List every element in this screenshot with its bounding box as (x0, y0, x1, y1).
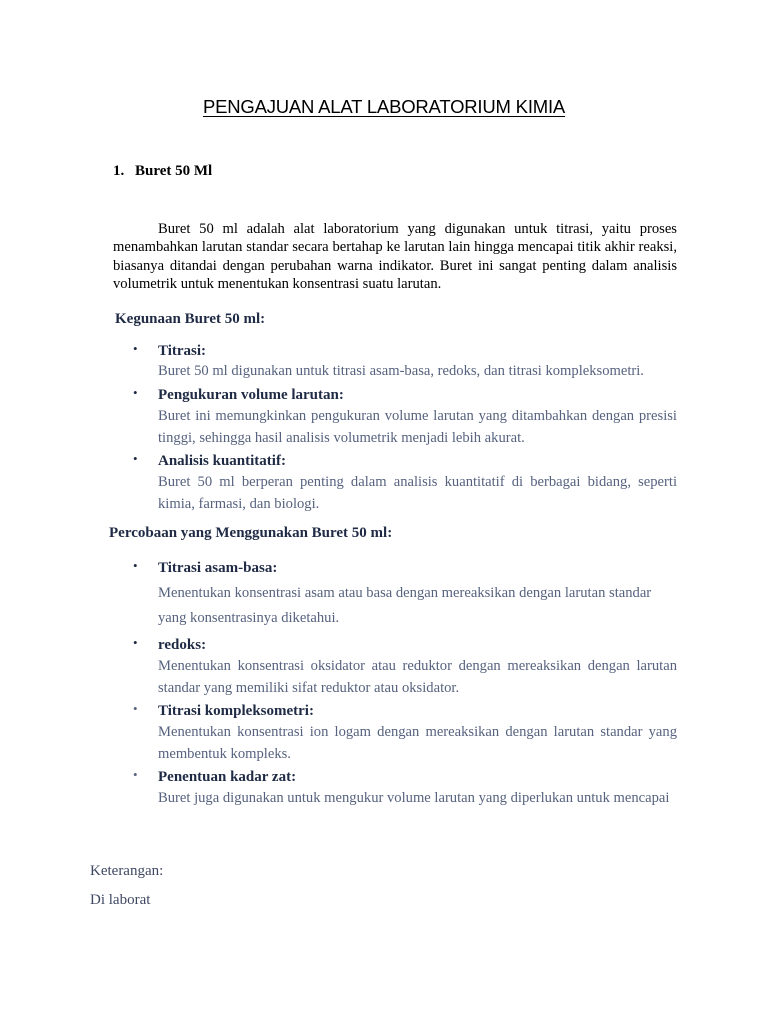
uses-list (113, 341, 677, 515)
list-item-title: redoks: (158, 637, 207, 653)
list-item-description: Buret juga digunakan untuk mengukur volume larutan yang diperlukan untuk mencapai (158, 790, 670, 806)
list-item-description: Menentukan konsentrasi oksidator atau reduktor dengan mereaksikan dengan larutan standar yang memiliki sifat reduktor atau oksidator. (158, 658, 677, 696)
section-title: Buret 50 Ml (135, 163, 213, 179)
list-item (113, 451, 677, 515)
experiments-heading: Percobaan yang Menggunakan Buret 50 ml: (109, 525, 393, 541)
list-item (113, 385, 677, 449)
list-item-title: Penentuan kadar zat: (158, 769, 297, 785)
bullet-icon: • (133, 385, 138, 400)
list-item-title: Titrasi asam-basa: (158, 560, 278, 576)
experiments-list (113, 558, 677, 809)
bullet-icon: • (133, 635, 138, 650)
section-heading (113, 163, 212, 180)
list-item-description: Buret 50 ml berperan penting dalam analisis kuantitatif di berbagai bidang, seperti kimia, farmasi, dan biologi. (158, 474, 677, 512)
list-item-title: Analisis kuantitatif: (158, 453, 286, 469)
list-item-description: Buret ini memungkinkan pengukuran volume larutan yang ditambahkan dengan presisi tinggi, sehingga hasil analisis volumetrik menjadi lebih akurat. (158, 408, 677, 446)
section-number: 1. (113, 163, 125, 179)
list-item (113, 701, 677, 765)
document-title: PENGAJUAN ALAT LABORATORIUM KIMIA (202, 96, 566, 117)
bullet-icon: • (133, 341, 138, 356)
bullet-icon: • (133, 701, 138, 716)
list-item (113, 635, 677, 699)
list-item (113, 558, 677, 631)
bullet-icon: • (133, 767, 138, 782)
list-item (113, 767, 677, 809)
list-item-title: Titrasi kompleksometri: (158, 703, 314, 719)
list-item-description: Menentukan konsentrasi asam atau basa dengan mereaksikan dengan larutan standar yang konsentrasinya diketahui. (158, 585, 652, 626)
list-item (113, 341, 677, 382)
list-item-title: Pengukuran volume larutan: (158, 387, 344, 403)
uses-heading: Kegunaan Buret 50 ml: (115, 311, 266, 327)
bullet-icon: • (133, 451, 138, 466)
note-label: Keterangan: (90, 863, 164, 879)
note-text: Di laborat (90, 892, 151, 908)
list-item-description: Menentukan konsentrasi ion logam dengan mereaksikan dengan larutan standar yang membentuk kompleks. (158, 724, 677, 762)
list-item-title: Titrasi: (158, 343, 207, 359)
intro-paragraph: Buret 50 ml adalah alat laboratorium yang digunakan untuk titrasi, yaitu proses menambahkan larutan standar secara bertahap ke larutan lain hingga mencapai titik akhir reaksi, biasanya ditandai dengan perubahan warna indikator. Buret ini sangat penting dalam analisis volumetrik untuk menentukan konsentrasi suatu larutan. (113, 221, 677, 292)
list-item-description: Buret 50 ml digunakan untuk titrasi asam-basa, redoks, dan titrasi kompleksometri. (158, 363, 644, 379)
bullet-icon: • (133, 558, 138, 573)
